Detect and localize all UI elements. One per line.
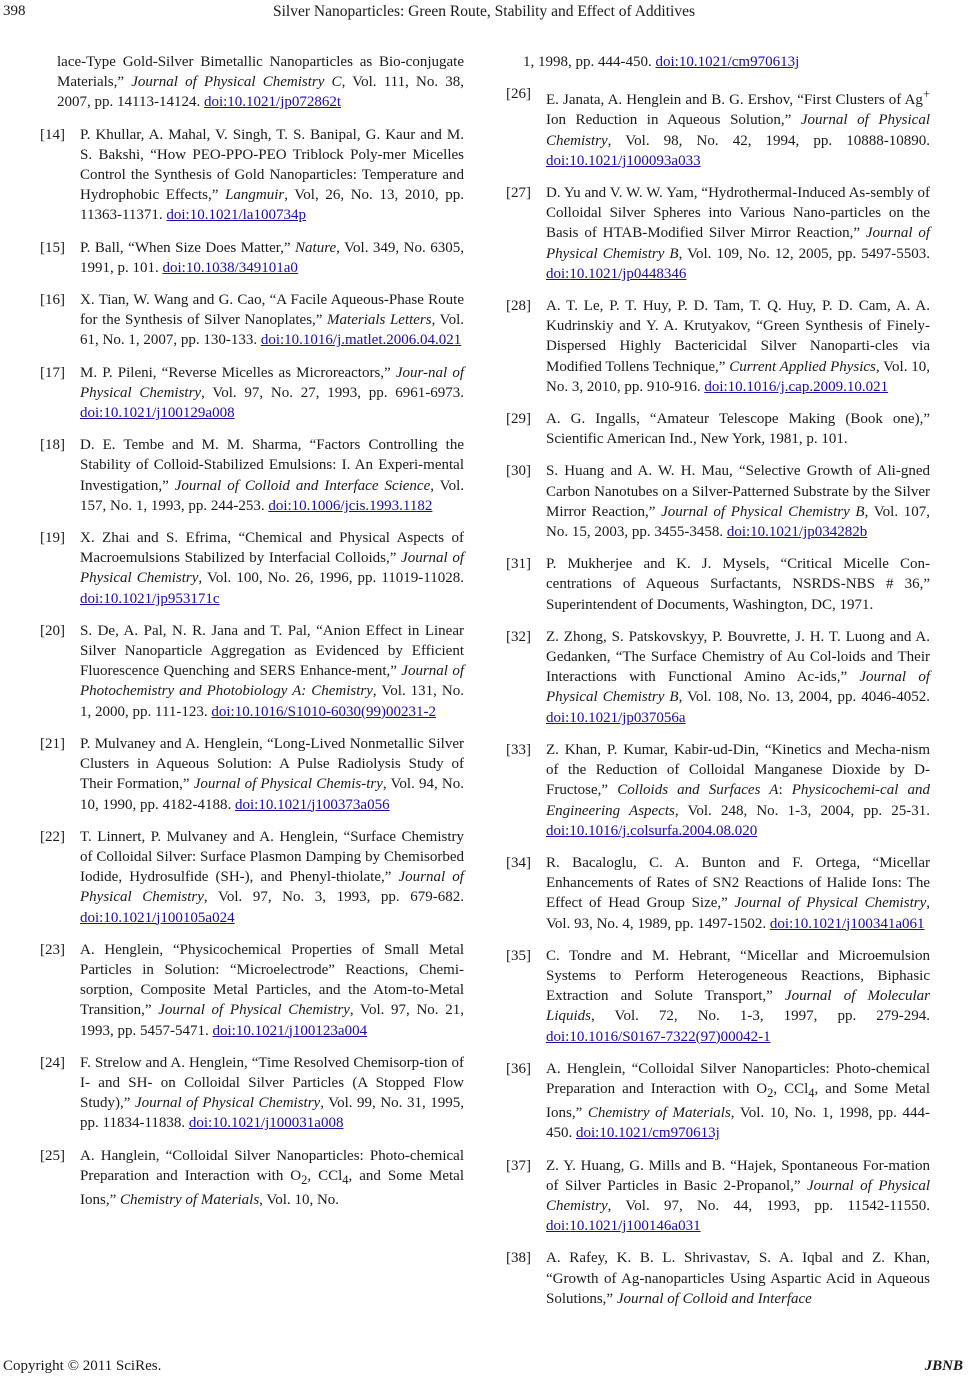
journal-title: Journal of Colloid and Interface — [616, 1290, 812, 1307]
journal-title: Journal of Physical Chemistry — [546, 1177, 930, 1214]
reference-text: R. Bacaloglu, C. A. Bunton and F. Ortega, “Micellar Enhancements of Rates of SN2 Reactions of Halide Ions: The Effect of Head Group Size,” — [546, 854, 930, 912]
reference-text: A. Henglein, “Physicochemical Properties of Small Metal Particles in Solution: “Microelectrode” Reactions, Chemi-sorption, Composite Metal Particles, and the Atom-to-Metal Transition,” — [80, 941, 464, 1019]
journal-title: Physicochemi-cal and Engineering Aspects — [546, 782, 930, 819]
reference-text: , CCl — [773, 1080, 809, 1097]
left-reference-column — [40, 52, 464, 1222]
doi-link[interactable]: doi:10.1021/cm970613j — [576, 1125, 720, 1142]
reference-text: Z. Y. Huang, G. Mills and B. “Hajek, Spontaneous For-mation of Silver Particles in Basic 2-Propanol,” — [546, 1157, 930, 1194]
journal-title: Journal of Photochemistry and Photobiology A: Chemistry — [80, 663, 464, 700]
reference-continuation — [40, 52, 464, 113]
reference-number: [16] — [40, 292, 65, 309]
right-reference-column — [506, 52, 930, 1321]
reference-text: D. Yu and V. W. W. Yam, “Hydrothermal-Induced As-sembly of Colloidal Silver Spheres into Various Nano-particles on the Basis of HTAB-Modified Silver Mirror Reaction,” — [546, 185, 930, 242]
reference-number: [15] — [40, 239, 65, 256]
journal-title: Journal of Physical Chemistry — [546, 112, 930, 149]
reference-text: , Vol. 349, No. 6305, 1991, p. 101. — [80, 239, 464, 276]
reference-entry — [40, 827, 464, 928]
journal-abbreviation: JBNB — [924, 1358, 963, 1374]
doi-link[interactable]: doi:10.1021/jp034282b — [726, 524, 868, 541]
reference-entry — [40, 435, 464, 516]
reference-number: [17] — [40, 364, 65, 381]
reference-text: , Vol, 26, No. 13, 2010, pp. 11363-11371. — [80, 187, 464, 224]
reference-number: [29] — [506, 411, 531, 428]
reference-text: T. Linnert, P. Mulvaney and A. Henglein, “Surface Chemistry of Colloidal Silver: Surface Plasmon Damping by Chemisorbed Iodide, Hydrosulfide (SH-), and Phenyl-thiolate,” — [80, 828, 464, 886]
reference-text: Z. Khan, P. Kumar, Kabir-ud-Din, “Kinetics and Mecha-nism of the Reduction of Colloidal Manganese Dioxide by D-Fructose,” — [546, 741, 930, 799]
subscript: 2 — [301, 1172, 308, 1187]
reference-entry — [40, 290, 464, 351]
page-footer — [0, 1355, 968, 1381]
reference-text: , Vol. 248, No. 1-3, 2004, pp. 25-31. — [674, 802, 931, 819]
doi-link[interactable]: doi:10.1021/j100341a061 — [769, 915, 925, 932]
reference-text: E. Janata, A. Henglein and B. G. Ershov, “First Clusters of Ag — [546, 92, 923, 109]
reference-text: , Vol. 100, No. 26, 1996, pp. 11019-11028. — [198, 570, 464, 587]
reference-text: , Vol. 111, No. 38, 2007, pp. 14113-14124. — [57, 74, 465, 111]
doi-link[interactable]: doi:10.1016/S0167-7322(97)00042-1 — [546, 1028, 771, 1045]
reference-entry — [506, 946, 930, 1047]
reference-entry — [506, 853, 930, 934]
reference-entry — [506, 1059, 930, 1144]
reference-entry — [40, 940, 464, 1041]
doi-link[interactable]: doi:10.1021/j100031a008 — [188, 1115, 344, 1132]
reference-number: [14] — [40, 126, 65, 143]
journal-title: Journal of Physical Chemistry — [158, 1002, 350, 1019]
reference-entry — [40, 1053, 464, 1134]
doi-link[interactable]: doi:10.1021/j100129a008 — [80, 405, 235, 422]
reference-entry — [506, 1156, 930, 1237]
doi-link[interactable]: doi:10.1021/jp953171c — [80, 590, 220, 607]
reference-text: , Vol. 97, No. 44, 1993, pp. 11542-11550. — [607, 1197, 930, 1214]
reference-text: , Vol. 94, No. 10, 1990, pp. 4182-4188. — [80, 776, 465, 813]
doi-link[interactable]: doi:10.1016/j.cap.2009.10.021 — [704, 378, 889, 395]
doi-link[interactable]: doi:10.1021/jp0448346 — [546, 265, 687, 282]
reference-text: Z. Zhong, S. Patskovskyy, P. Bouvrette, J. H. T. Luong and A. Gedanken, “The Surface Chemistry of Au Col-loids and Their Interactions with Functional Amino Ac-ids,” — [546, 628, 930, 686]
reference-text: , Vol. 93, No. 4, 1989, pp. 1497-1502. — [546, 895, 930, 932]
reference-text: , Vol. 10, No. — [259, 1191, 340, 1208]
reference-number: [28] — [506, 298, 531, 315]
doi-link[interactable]: doi:10.1021/la100734p — [166, 207, 306, 224]
doi-link[interactable]: doi:10.1038/349101a0 — [162, 259, 298, 276]
reference-number: [23] — [40, 941, 65, 958]
journal-title: Journal of Physical Chemistry B — [546, 225, 930, 262]
doi-link[interactable]: doi:10.1016/S1010-6030(99)00231-2 — [211, 703, 436, 720]
reference-text: , Vol. 107, No. 15, 2003, pp. 3455-3458. — [546, 503, 931, 541]
journal-title: Journal of Physical Chemistry — [80, 550, 464, 587]
reference-number: [25] — [40, 1147, 65, 1164]
reference-number: [38] — [506, 1250, 531, 1267]
reference-entry — [40, 363, 464, 424]
doi-link[interactable]: doi:10.1016/j.colsurfa.2004.08.020 — [546, 822, 758, 839]
reference-entry — [40, 1146, 464, 1211]
reference-text: X. Zhai and S. Efrima, “Chemical and Physical Aspects of Macroemulsions Stabilized by Interfacial Colloids,” — [80, 530, 464, 567]
journal-title: Journal of Physical Chemistry — [134, 1095, 321, 1112]
journal-title: Journal of Molecular Liquids — [546, 988, 930, 1025]
reference-number: [33] — [506, 741, 531, 758]
journal-title: Journal of Physical Chemis-try — [193, 776, 383, 793]
reference-number: [19] — [40, 530, 65, 547]
reference-text: : — [778, 782, 792, 799]
journal-title: Current Applied Physics — [729, 358, 876, 375]
reference-entry — [40, 621, 464, 722]
page-number: 398 — [3, 3, 26, 19]
reference-text: P. Mulvaney and A. Henglein, “Long-Lived Nonmetallic Silver Clusters in Aqueous Solution: A Pulse Radiolysis Study of Their Formation,” — [80, 735, 464, 793]
reference-entry — [40, 734, 464, 815]
reference-text: P. Khullar, A. Mahal, V. Singh, T. S. Banipal, G. Kaur and M. S. Bakshi, “How PEO-PPO-PEO Triblock Poly-mer Micelles Control the Synthesis of Gold Nanoparticles: Temperature and Hydrophobic Effects,” — [80, 126, 464, 204]
journal-title: Journal of Physical Chemistry C — [131, 74, 342, 91]
reference-text: 1, 1998, pp. 444-450. — [523, 54, 656, 70]
reference-text: S. De, A. Pal, N. R. Jana and T. Pal, “Anion Effect in Linear Silver Nanoparticle Aggregation as Evidenced by Efficient Fluorescence Quenching and SERS Enhance-ment,” — [80, 622, 464, 680]
journal-title: Colloids and Surfaces A — [617, 782, 779, 799]
reference-number: [34] — [506, 854, 531, 871]
reference-text: , Vol. 97, No. 3, 1993, pp. 679-682. — [203, 889, 464, 906]
reference-number: [30] — [506, 463, 531, 480]
reference-text: , CCl — [307, 1167, 343, 1184]
reference-entry — [506, 1248, 930, 1309]
reference-text: D. E. Tembe and M. M. Sharma, “Factors Controlling the Stability of Colloid-Stabilized Emulsions: I. An Experi-mental Investigation,” — [80, 437, 464, 494]
journal-title: Nature — [295, 239, 337, 256]
reference-text: , Vol. 131, No. 1, 2000, pp. 111-123. — [80, 683, 464, 720]
reference-number: [31] — [506, 556, 531, 573]
doi-link[interactable]: doi:10.1021/j100373a056 — [235, 796, 390, 813]
reference-entry — [40, 125, 464, 226]
doi-link[interactable]: doi:10.1021/j100146a031 — [546, 1218, 701, 1235]
journal-title: Chemistry of Materials — [120, 1191, 260, 1208]
journal-title: Chemistry of Materials — [587, 1105, 731, 1122]
reference-text: A. Hanglein, “Colloidal Silver Nanoparticles: Photo-chemical Preparation and Interaction with O — [80, 1147, 464, 1184]
reference-text: , Vol. 98, No. 42, 1994, pp. 10888-10890. — [607, 132, 930, 149]
reference-entry — [506, 627, 930, 728]
subscript: 2 — [767, 1085, 774, 1100]
reference-text: , Vol. 108, No. 13, 2004, pp. 4046-4052. — [678, 689, 930, 706]
reference-text: A. Rafey, K. B. L. Shrivastav, S. A. Iqbal and Z. Khan, “Growth of Ag-nanoparticles Using Aspartic Acid in Aqueous Solutions,” — [546, 1250, 930, 1307]
reference-text: P. Ball, “When Size Does Matter,” — [80, 239, 296, 256]
doi-link[interactable]: doi:10.1021/j100105a024 — [80, 909, 235, 926]
reference-text: , Vol. 99, No. 31, 1995, pp. 11834-11838. — [80, 1095, 464, 1132]
journal-title: Journal of Physical Chemistry B — [661, 503, 865, 520]
page-header — [0, 0, 968, 30]
reference-text: , and Some Metal Ions,” — [546, 1080, 930, 1122]
reference-number: [35] — [506, 947, 531, 964]
subscript: 4 — [808, 1085, 815, 1100]
reference-text: A. G. Ingalls, “Amateur Telescope Making (Book one),” Scientific American Ind., New York, 1981, p. 101. — [546, 411, 930, 448]
running-title: Silver Nanoparticles: Green Route, Stability and Effect of Additives — [273, 3, 695, 20]
reference-number: [27] — [506, 185, 531, 202]
reference-text: A. T. Le, P. T. Huy, P. D. Tam, T. Q. Huy, P. D. Cam, A. A. Kudrinskiy and Y. A. Krutyakov, “Green Synthesis of Finely-Dispersed Highly Bactericidal Silver Nanoparti-cles via Modified Tollens Technique,” — [546, 298, 930, 375]
reference-text: C. Tondre and M. Hebrant, “Micellar and Microemulsion Systems to Perform Heterogeneous Reactions, Biphasic Extraction and Solute Transport,” — [546, 947, 930, 1005]
reference-text: , Vol. 10, No. 1, 1998, pp. 444-450. — [546, 1105, 930, 1142]
reference-number: [22] — [40, 828, 65, 845]
reference-entry — [506, 554, 930, 615]
journal-title: Journal of Physical Chemistry — [80, 869, 464, 906]
reference-number: [32] — [506, 628, 531, 645]
reference-text: , Vol. 97, No. 27, 1993, pp. 6961-6973. — [201, 384, 464, 401]
journal-title: Materials Letters — [327, 312, 432, 329]
doi-link[interactable]: doi:10.1021/j100123a004 — [212, 1022, 368, 1039]
reference-number: [36] — [506, 1060, 531, 1077]
subscript: 4 — [342, 1172, 349, 1187]
reference-number: [21] — [40, 735, 65, 752]
doi-link[interactable]: doi:10.1006/jcis.1993.1182 — [268, 497, 433, 514]
reference-text: , Vol. 157, No. 1, 1993, pp. 244-253. — [80, 477, 465, 514]
journal-title: Jour-nal of Physical Chemistry — [80, 364, 464, 401]
reference-number: [18] — [40, 437, 65, 454]
reference-text: M. P. Pileni, “Reverse Micelles as Microreactors,” — [80, 364, 396, 381]
journal-title: Journal of Physical Chemistry — [734, 895, 927, 912]
reference-text: A. Henglein, “Colloidal Silver Nanoparticles: Photo-chemical Preparation and Interaction with O — [546, 1060, 930, 1097]
reference-entry — [40, 238, 464, 278]
reference-entry — [506, 84, 930, 171]
reference-entry — [506, 740, 930, 841]
doi-link[interactable]: doi:10.1021/j100093a033 — [546, 152, 701, 169]
reference-text: , Vol. 72, No. 1-3, 1997, pp. 279-294. — [591, 1008, 930, 1025]
journal-title: Langmuir — [225, 187, 285, 204]
reference-number: [24] — [40, 1054, 65, 1071]
reference-entry — [506, 296, 930, 397]
reference-text: , Vol. 61, No. 1, 2007, pp. 130-133. — [80, 312, 465, 349]
journal-title: Journal of Physical Chemistry B — [546, 669, 930, 706]
reference-entry — [506, 183, 930, 284]
reference-number: [20] — [40, 622, 65, 639]
copyright-notice: Copyright © 2011 SciRes. — [3, 1358, 162, 1374]
reference-text: , Vol. 109, No. 12, 2005, pp. 5497-5503. — [678, 245, 930, 262]
reference-entry — [506, 461, 930, 542]
journal-title: Journal of Colloid and Interface Science — [174, 477, 431, 494]
reference-entry — [506, 409, 930, 449]
reference-text: S. Huang and A. W. H. Mau, “Selective Growth of Ali-gned Carbon Nanotubes on a Silver-Patterned Substrate by the Silver Mirror Reaction,” — [546, 463, 930, 520]
reference-continuation — [506, 52, 930, 72]
reference-number: [37] — [506, 1157, 531, 1174]
reference-text: Ion Reduction in Aqueous Solution,” — [546, 112, 801, 129]
reference-text: F. Strelow and A. Henglein, “Time Resolved Chemisorp-tion of I- and SH- on Colloidal Silver Particles (A Stopped Flow Study),” — [80, 1054, 464, 1112]
reference-number: [26] — [506, 86, 531, 103]
reference-entry — [40, 528, 464, 609]
reference-text: P. Mukherjee and K. J. Mysels, “Critical Micelle Con-centrations of Aqueous Surfactants, NSRDS-NBS # 36,” Superintendent of Documents, Washington, DC, 1971. — [546, 556, 930, 613]
reference-text: , and Some Metal Ions,” — [80, 1167, 464, 1208]
doi-link[interactable]: doi:10.1016/j.matlet.2006.04.021 — [260, 332, 462, 349]
reference-text: , Vol. 10, No. 3, 2010, pp. 910-916. — [546, 358, 930, 395]
doi-link[interactable]: doi:10.1021/jp072862t — [203, 94, 342, 111]
reference-text: X. Tian, W. Wang and G. Cao, “A Facile Aqueous-Phase Route for the Synthesis of Silver Nanoplates,” — [80, 292, 464, 329]
doi-link[interactable]: doi:10.1021/cm970613j — [655, 54, 800, 70]
superscript: + — [922, 87, 930, 102]
reference-text: lace-Type Gold-Silver Bimetallic Nanoparticles as Bio-conjugate Materials,” — [57, 54, 464, 91]
doi-link[interactable]: doi:10.1021/jp037056a — [546, 709, 686, 726]
reference-text: , Vol. 97, No. 21, 1993, pp. 5457-5471. — [80, 1002, 464, 1039]
